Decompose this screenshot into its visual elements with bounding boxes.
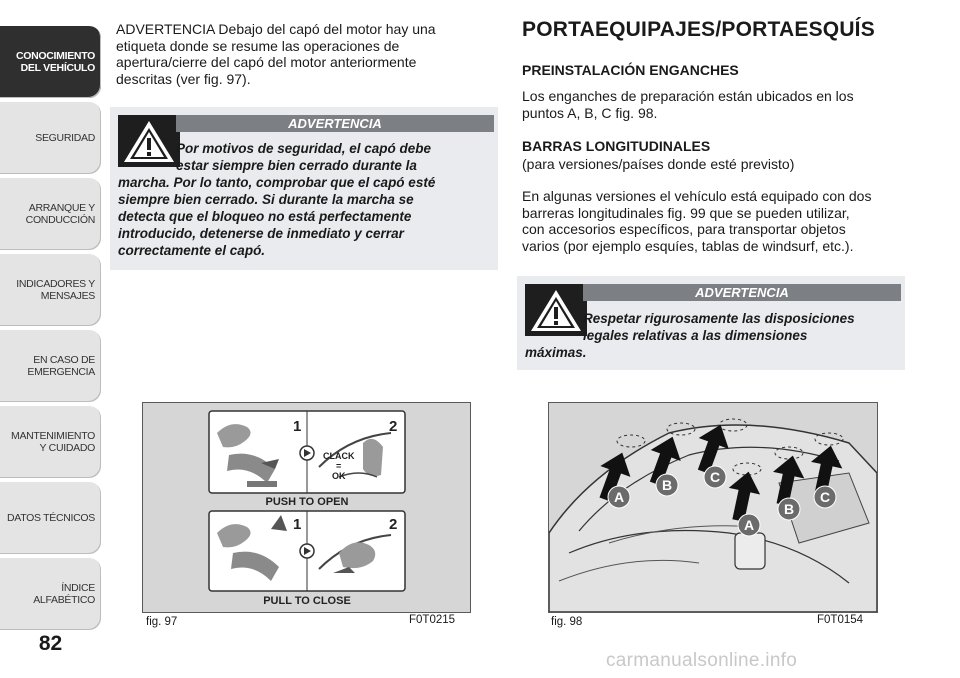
text-line: máximas. <box>525 345 587 360</box>
anchor-point-label: B <box>783 501 795 517</box>
tab-label: MANTENIMIENTO Y CUIDADO <box>11 430 95 454</box>
tab-mantenimiento-y-cuidado[interactable] <box>0 406 101 478</box>
tab-seguridad[interactable] <box>0 102 101 174</box>
text-line: marcha. Por lo tanto, comprobar que el capó esté <box>118 175 436 190</box>
anchor-point-label: C <box>819 489 831 505</box>
figure-code: F0T0154 <box>817 614 864 626</box>
tab-label: EN CASO DE EMERGENCIA <box>27 354 95 378</box>
text-line: varios (por ejemplo esquíes, tablas de windsurf, etc.). <box>522 237 854 254</box>
text-line: correctamente el capó. <box>118 243 266 258</box>
text-line: Por motivos de seguridad, el capó debe <box>176 141 432 156</box>
section-heading: PREINSTALACIÓN ENGANCHES <box>522 62 739 78</box>
tab-en-caso-de-emergencia[interactable] <box>0 330 101 402</box>
figure-caption: fig. 97 <box>146 616 178 628</box>
step-number: 1 <box>293 516 302 533</box>
tab-label: ÍNDICE ALFABÉTICO <box>33 582 95 606</box>
text-line: puntos A, B, C fig. 98. <box>522 104 658 121</box>
equals-label: = <box>336 461 342 471</box>
step-number: 2 <box>389 516 398 533</box>
page-title: PORTAEQUIPAJES/PORTAESQUÍS <box>522 18 875 41</box>
roof-anchor-illustration <box>549 403 877 612</box>
warning-title: ADVERTENCIA <box>176 115 494 132</box>
figure-98-roof-points <box>548 402 878 613</box>
text-line: introducido, detenerse de inmediato y cerrar <box>118 226 404 241</box>
tab-conocimiento-del-vehiculo[interactable] <box>0 26 101 98</box>
text-line: etiqueta donde se resume las operaciones de <box>116 37 400 54</box>
text-line: siempre bien cerrado. Si durante la marcha se <box>118 192 414 207</box>
warning-title: ADVERTENCIA <box>583 284 901 301</box>
text-line: legales relativas a las dimensiones <box>583 328 808 343</box>
tab-label: DATOS TÉCNICOS <box>7 512 95 524</box>
tab-arranque-y-conduccion[interactable] <box>0 178 101 250</box>
warning-text <box>525 310 903 361</box>
text-line: estar siempre bien cerrado durante la <box>176 158 417 173</box>
warning-box-dimensions <box>517 276 905 370</box>
pull-to-close-label: PULL TO CLOSE <box>263 595 351 607</box>
figure-97-hood-label <box>142 402 471 613</box>
clack-label: CLACK <box>323 451 355 461</box>
ok-label: OK <box>332 471 346 481</box>
figure-code: F0T0215 <box>409 614 456 626</box>
text-line: ADVERTENCIA Debajo del capó del motor hay una <box>116 21 436 37</box>
section-heading: BARRAS LONGITUDINALES <box>522 138 711 154</box>
push-to-open-label: PUSH TO OPEN <box>265 496 349 508</box>
text-line: con accesorios específicos, para transportar objetos <box>522 221 846 237</box>
text-line: Los enganches de preparación están ubicados en los <box>522 88 854 104</box>
text-line: descritas (ver fig. 97). <box>116 70 251 87</box>
section-paragraph <box>522 188 907 254</box>
text-line: apertura/cierre del capó del motor anteriormente <box>116 54 417 70</box>
tab-label: INDICADORES Y MENSAJES <box>16 278 95 302</box>
section-paragraph <box>522 88 907 121</box>
sidebar-nav <box>0 26 101 634</box>
page-number: 82 <box>38 632 63 655</box>
anchor-point-label: A <box>613 489 625 505</box>
text-line: barreras longitudinales fig. 99 que se pueden utilizar, <box>522 204 850 221</box>
anchor-point-label: B <box>661 477 673 493</box>
warning-box-hood <box>110 107 498 270</box>
hood-label-illustration <box>143 403 470 612</box>
section-subheading: (para versiones/países donde esté previsto) <box>522 156 795 172</box>
tab-datos-tecnicos[interactable] <box>0 482 101 554</box>
watermark: carmanualsonline.info <box>606 650 798 671</box>
text-line: Respetar rigurosamente las disposiciones <box>583 311 855 326</box>
text-line: detecta que el bloqueo no está perfectamente <box>118 209 412 224</box>
tab-indicadores-y-mensajes[interactable] <box>0 254 101 326</box>
anchor-point-label: A <box>743 517 755 533</box>
intro-paragraph <box>116 21 488 87</box>
text-line: En algunas versiones el vehículo está equipado con dos <box>522 188 872 204</box>
warning-text <box>118 140 496 259</box>
figure-caption: fig. 98 <box>551 616 583 628</box>
tab-label: ARRANQUE Y CONDUCCIÓN <box>25 202 95 226</box>
tab-label: SEGURIDAD <box>35 132 95 144</box>
step-number: 1 <box>293 418 302 435</box>
tab-indice-alfabetico[interactable] <box>0 558 101 630</box>
step-number: 2 <box>389 418 398 435</box>
anchor-point-label: C <box>709 469 721 485</box>
tab-label: CONOCIMIENTO DEL VEHÍCULO <box>15 50 95 74</box>
